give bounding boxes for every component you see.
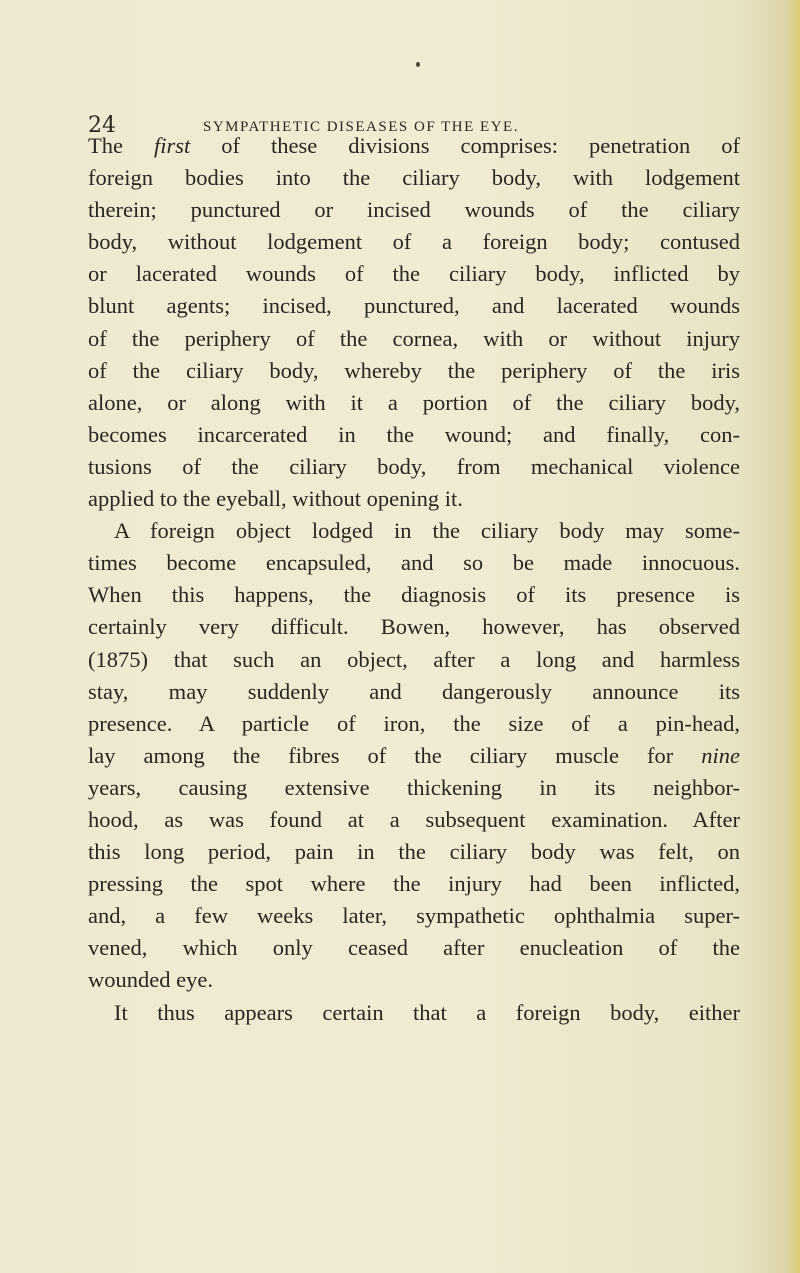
text-line: of the periphery of the cornea, with or without injury [88,325,740,351]
text-line: wounded eye. [88,967,213,993]
text-line: years, causing extensive thickening in its neighbor- [88,774,740,800]
text-line: hood, as was found at a subsequent examination. After [88,806,740,832]
text-line: presence. A particle of iron, the size of a pin-head, [88,710,740,736]
text-line: pressing the spot where the injury had been inflicted, [88,871,740,897]
text-line [88,130,740,162]
text-line [88,740,740,772]
text-line: When this happens, the diagnosis of its presence is [88,582,740,608]
body-text [88,130,740,1029]
text-line: this long period, pain in the ciliary body was felt, on [88,839,740,865]
page-edge-tint [786,0,800,1273]
italic-word: first [154,133,191,158]
text-line: foreign bodies into the ciliary body, with lodgement [88,165,740,191]
page-number: 24 [88,113,116,138]
text-fragment: of these divisions comprises: penetration of [190,133,741,158]
italic-word: nine [701,742,740,768]
text-fragment: lay among the fibres of the ciliary muscle for [88,742,702,768]
running-head: SYMPATHETIC DISEASES OF THE EYE. [203,119,519,135]
text-line: vened, which only ceased after enucleation of the [88,935,740,961]
text-line: times become encapsuled, and so be made innocuous. [88,550,740,576]
text-line: therein; punctured or incised wounds of the ciliary [88,197,740,223]
text-line: (1875) that such an object, after a long and harmless [88,646,740,672]
text-line: alone, or along with it a portion of the ciliary body, [88,389,740,415]
text-line: blunt agents; incised, punctured, and lacerated wounds [88,293,740,319]
text-line: applied to the eyeball, without opening it. [88,486,463,512]
text-line: tusions of the ciliary body, from mechanical violence [88,453,740,479]
text-line: or lacerated wounds of the ciliary body, inflicted by [88,261,740,287]
text-line: certainly very difficult. Bowen, however, has observed [88,614,740,640]
text-line: It thus appears certain that a foreign body, either [114,999,740,1025]
text-line: A foreign object lodged in the ciliary body may some- [114,518,740,544]
text-line: of the ciliary body, whereby the periphery of the iris [88,357,740,383]
speck-mark [416,62,420,67]
text-fragment: The [88,133,154,158]
text-line: and, a few weeks later, sympathetic ophthalmia super- [88,903,740,929]
text-line: stay, may suddenly and dangerously announce its [88,678,740,704]
text-line: body, without lodgement of a foreign body; contused [88,229,740,255]
text-line: becomes incarcerated in the wound; and finally, con- [88,421,740,447]
